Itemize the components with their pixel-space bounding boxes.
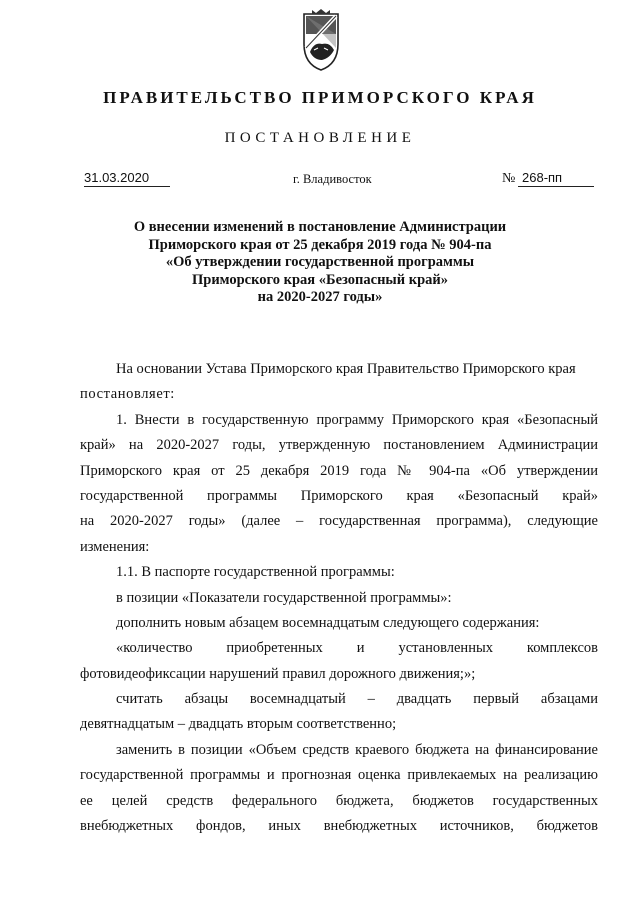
body-line: государственной программы Приморского края «Безопасный край»: [80, 487, 598, 504]
coat-of-arms-emblem: [300, 8, 342, 72]
body-line: внебюджетных фондов, иных внебюджетных источников, бюджетов: [80, 818, 598, 835]
title-line: Приморского края «Безопасный край»: [191, 271, 448, 288]
body-line: «количество приобретенных и установленных комплексов: [116, 640, 598, 657]
body-line: постановляет:: [80, 386, 175, 403]
number-label: №: [502, 171, 516, 186]
body-line: изменения:: [80, 538, 150, 555]
body-line: заменить в позиции «Объем средств краевого бюджета на финансирование: [116, 741, 598, 758]
title-line: Приморского края от 25 декабря 2019 года № 904-па: [148, 236, 492, 253]
body-line: край» на 2020-2027 годы, утвержденную постановлением Администрации: [80, 437, 598, 454]
body-line: девятнадцатым – двадцать вторым соответственно;: [80, 716, 397, 733]
document-type: ПОСТАНОВЛЕНИЕ: [224, 130, 416, 146]
body-line: 1. Внести в государственную программу Приморского края «Безопасный: [116, 411, 598, 428]
body-line: На основании Устава Приморского края Правительство Приморского края: [116, 361, 576, 377]
body-line: фотовидеофиксации нарушений правил дорожного движения;»;: [80, 665, 476, 682]
document-meta-row: [0, 170, 640, 192]
title-line: О внесении изменений в постановление Администрации: [133, 219, 507, 235]
document-body: [80, 357, 598, 839]
body-line: государственной программы и прогнозная оценка привлекаемых на реализацию: [80, 767, 598, 784]
document-number: 268-пп: [518, 170, 594, 187]
title-line: на 2020-2027 годы»: [257, 289, 383, 306]
body-line: считать абзацы восемнадцатый – двадцать первый абзацами: [116, 691, 598, 708]
body-line: 1.1. В паспорте государственной программы:: [116, 564, 395, 581]
document-date: 31.03.2020: [84, 170, 170, 187]
body-line: Приморского края от 25 декабря 2019 года № 904-па «Об утверждении: [80, 462, 598, 479]
title-line: «Об утверждении государственной программы: [165, 254, 475, 271]
document-city: г. Владивосток: [293, 172, 372, 186]
document-title: [60, 219, 580, 307]
body-line: в позиции «Показатели государственной программы»:: [116, 589, 452, 606]
body-line: на 2020-2027 годы» (далее – государственная программа), следующие: [80, 513, 598, 530]
government-name: ПРАВИТЕЛЬСТВО ПРИМОРСКОГО КРАЯ: [103, 88, 537, 107]
body-line: ее целей средств федерального бюджета, бюджетов государственных: [80, 792, 598, 809]
body-line: дополнить новым абзацем восемнадцатым следующего содержания:: [116, 614, 540, 631]
